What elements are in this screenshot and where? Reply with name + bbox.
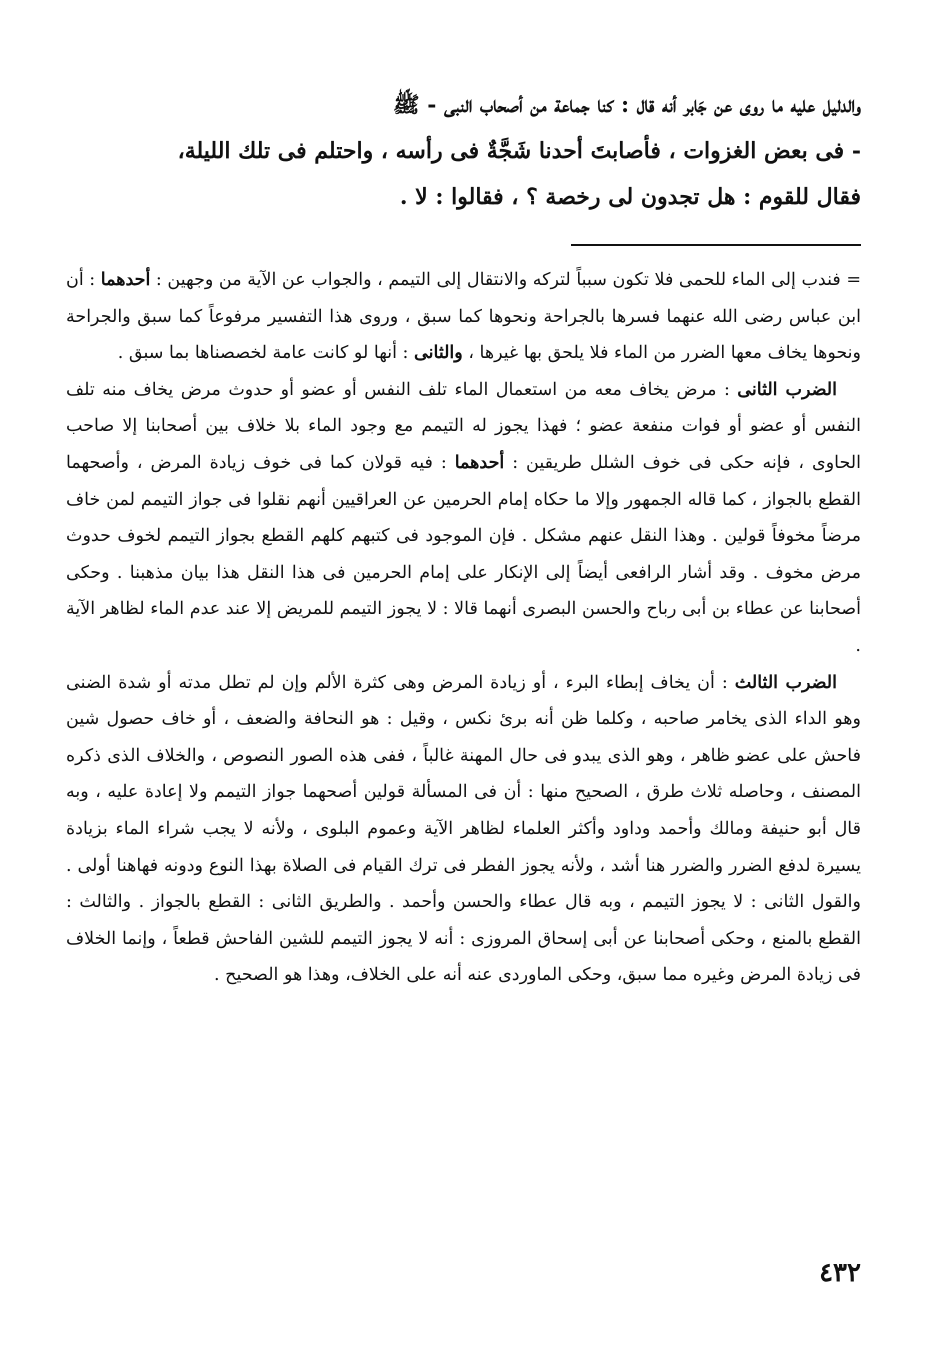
footnote-paragraph-continuation [66,262,861,372]
footnote-text: : أن ابن عباس رضى الله عنهما فسرها بالجراحة ونحوها كما سبق ، وروى هذا التفسير مرفوعاً كما سبق والجراحة ونحوها يخاف معها الضرر من الماء فلا يلحق بها غيرها ، [66,270,861,364]
main-text-line: والدليل عليه ما روى عن جَابر أنه قال : كنا جماعة من أصحاب النبى - ﷺ [392,92,861,118]
footnote-bold-term: أحدهما [454,452,505,473]
footnote-text: : أن يخاف إبطاء البرء ، أو زيادة المرض وهى كثرة الألم وإن لم تطل مدته أو شدة الضنى وهو الداء الذى يخامر صاحبه ، وكلما ظن أنه برئ نكس ، وقيل : هو النحافة والضعف ، أو خاف حصول شين فاحش على عضو ظاهر ، وهو الذى يبدو فى حال المهنة غالباً ، ففى هذه الصور النصوص ، والخلاف الذى ذكره المصنف ، وحاصله ثلاث طرق ، الصحيح منها : أن فى المسألة قولين أصحهما جواز التيمم ولا إعادة عليه ، وبه قال أبو حنيفة ومالك وأحمد وداود وأكثر العلماء لظاهر الآية وعموم البلوى ، ولأنه لا يجب شراء الماء بزيادة يسيرة لدفع الضرر والضرر هنا أشد ، ولأنه يجوز الفطر فى ترك القيام فى الصلاة بهذا النوع ودونه فهاهنا أولى . والقول الثانى : لا يجوز التيمم ، وبه قال عطاء والحسن وأحمد . والطريق الثانى : القطع بالجواز . والثالث : القطع بالمنع ، وحكى أصحابنا عن أبى إسحاق المروزى : أنه لا يجوز التيمم للشين الفاحش قطعاً ، وإنما الخلاف فى زيادة المرض وغيره مما سبق، وحكى الماوردى عنه أنه على الخلاف، وهذا هو الصحيح . [66,672,861,986]
footnote-text: : مرض يخاف معه من استعمال الماء تلف النفس أو عضو أو حدوث مرض يخاف منه تلف النفس أو عضو أو فوات منفعة عضو ؛ فهذا يجوز له التيمم مع وجود الماء بلا خلاف بين أصحابنا إلا صاحب الحاوى ، فإنه حكى فى خوف الشلل طريقين : [66,379,861,473]
footnote-text: : فيه قولان كما فى خوف زيادة المرض ، وأصحهما القطع بالجواز ، كما قاله الجمهور وإلا ما حكاه إمام الحرمين عن العراقيين أنهم نقلوا فى جواز التيمم لمن خاف مرضاً مخوفاً قولين . وهذا النقل عنهم مشكل . فإن الموجود فى كتبهم كلهم القطع بجواز التيمم لخوف حدوث مرض مخوف . وقد أشار الرافعى أيضاً إلى الإنكار على إمام الحرمين فى هذا النقل هذا بيان مذهبنا . وحكى أصحابنا عن عطاء بن أبى رباح والحسن البصرى أنهما قالا : لا يجوز التيمم للمريض إلا عند عدم الماء لظاهر الآية . [66,452,861,656]
footnote-bold-term: أحدهما [100,270,151,290]
footnote-paragraph-third-type [66,665,861,994]
footnote-separator [571,244,861,246]
footnote-text: : أنها لو كانت عامة لخصصناها بما سبق . [117,343,415,364]
main-text-line: - فى بعض الغزوات ، فأصابتَ أحدنا شَجَّةٌ فى رأسه ، واحتلم فى تلك الليلة، [177,138,861,164]
footnote-text: = فندب إلى الماء للحمى فلا تكون سبباً لتركه والانتقال إلى التيمم ، والجواب عن الآية من وجهين : [150,270,861,290]
main-text-block [66,82,861,220]
page-number: ٤٣٢ [819,1258,861,1288]
footnotes-block [66,262,861,994]
footnote-heading: الضرب الثالث [734,672,837,693]
footnote-paragraph-second-type [66,372,861,665]
footnote-heading: الضرب الثانى [737,379,837,400]
footnote-bold-term: والثانى [414,343,463,364]
main-text-line: فقال للقوم : هل تجدون لى رخصة ؟ ، فقالوا : لا . [399,184,861,210]
